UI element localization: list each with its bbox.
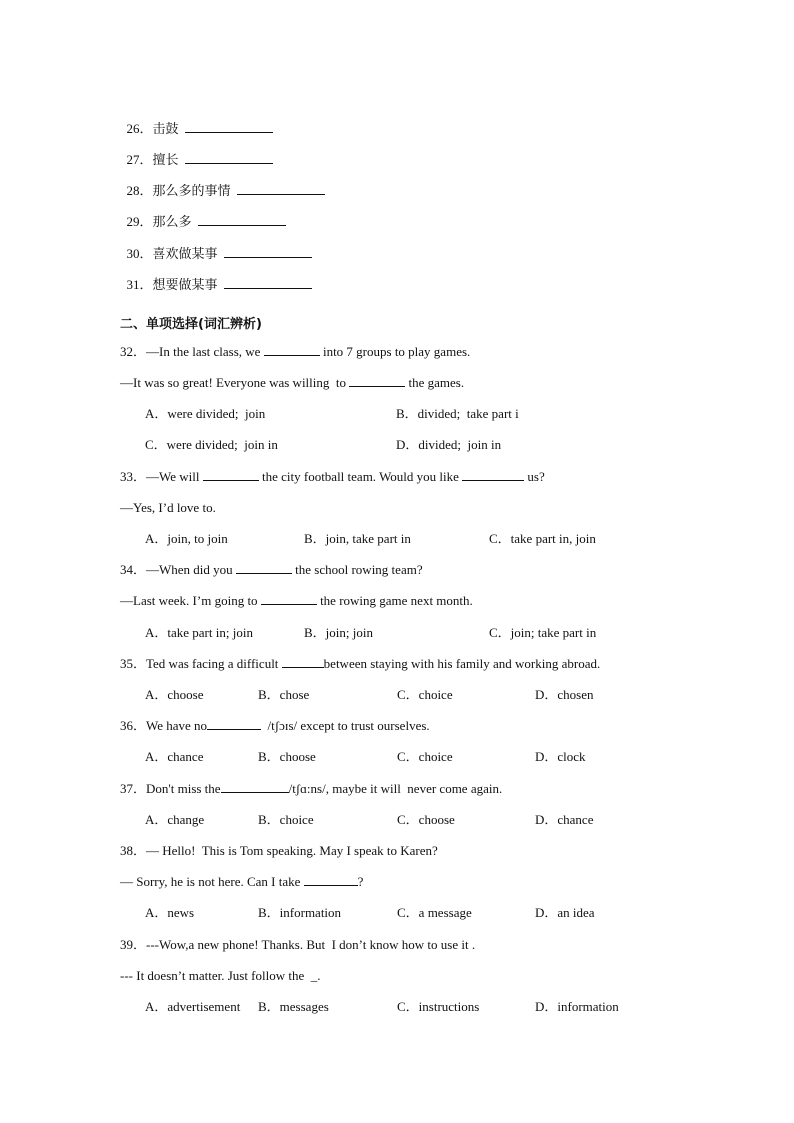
question-39-line-1: 39．---Wow,a new phone! Thanks. But I don’t know how to use it .	[120, 937, 476, 952]
question-text: the games.	[405, 375, 465, 390]
option-a[interactable]: A．choose	[145, 687, 204, 702]
item-number: 28．	[126, 183, 153, 198]
question-text: ?	[357, 874, 364, 889]
option-c[interactable]: C．were divided; join in	[145, 437, 278, 452]
option-a[interactable]: A．news	[145, 905, 195, 920]
question-text: into 7 groups to play games.	[319, 344, 471, 359]
answer-blank[interactable]	[237, 183, 325, 195]
question-36-line-1	[120, 718, 430, 734]
vocab-item-27	[120, 136, 273, 168]
question-39-line-2: --- It doesn’t matter. Just follow the _.	[120, 968, 321, 983]
question-text: 34．—When did you	[120, 562, 236, 577]
item-number: 29．	[126, 214, 153, 229]
item-text: 喜欢做某事	[152, 246, 218, 261]
answer-blank[interactable]	[224, 277, 312, 289]
answer-blank[interactable]	[203, 469, 259, 481]
question-34-line-1	[120, 562, 423, 578]
question-text: the rowing game next month.	[316, 593, 473, 608]
vocab-item-29	[120, 198, 286, 230]
item-number: 26．	[126, 121, 153, 136]
option-d[interactable]: D．information	[535, 999, 619, 1014]
question-text: the city football team. Would you like	[258, 469, 463, 484]
item-number: 31．	[126, 277, 153, 292]
item-text: 擅长	[152, 152, 179, 167]
question-35-line-1	[120, 656, 600, 672]
option-b[interactable]: B．divided; take part i	[396, 406, 519, 421]
answer-blank[interactable]	[224, 246, 312, 258]
option-a[interactable]: A．change	[145, 812, 205, 827]
option-a[interactable]: A．advertisement	[145, 999, 241, 1014]
question-33-line-1	[120, 469, 545, 485]
question-text: 32．—In the last class, we	[120, 344, 264, 359]
item-text: 击鼓	[152, 121, 179, 136]
question-text: 35．Ted was facing a difficult	[120, 656, 282, 671]
question-text: /tʃɔɪs/ except to trust ourselves.	[261, 718, 430, 733]
vocab-item-26	[120, 105, 273, 137]
item-text: 想要做某事	[152, 277, 218, 292]
item-text: 那么多	[152, 214, 192, 229]
option-b[interactable]: B．join, take part in	[304, 531, 411, 546]
question-text: 36．We have no	[120, 718, 208, 733]
option-d[interactable]: D．an idea	[535, 905, 595, 920]
question-38-line-2	[120, 874, 363, 890]
question-34-line-2	[120, 593, 473, 609]
option-c[interactable]: C．join; take part in	[489, 625, 597, 640]
item-text: 那么多的事情	[152, 183, 231, 198]
option-d[interactable]: D．clock	[535, 749, 586, 764]
question-text: the school rowing team?	[291, 562, 423, 577]
question-text: — Sorry, he is not here. Can I take	[120, 874, 304, 889]
answer-blank[interactable]	[264, 344, 320, 356]
question-text: us?	[524, 469, 545, 484]
vocab-item-28	[120, 167, 325, 199]
answer-blank[interactable]	[282, 656, 324, 668]
answer-blank[interactable]	[198, 214, 286, 226]
option-c[interactable]: C．choice	[397, 749, 453, 764]
question-38-line-1: 38．— Hello! This is Tom speaking. May I speak to Karen?	[120, 843, 438, 858]
option-c[interactable]: C．a message	[397, 905, 472, 920]
answer-blank[interactable]	[261, 593, 317, 605]
option-a[interactable]: A．were divided; join	[145, 406, 266, 421]
answer-blank[interactable]	[221, 781, 289, 793]
answer-blank[interactable]	[185, 121, 273, 133]
item-number: 27．	[126, 152, 153, 167]
option-c[interactable]: C．instructions	[397, 999, 480, 1014]
question-text: /tʃɑ:ns/, maybe it will never come again.	[288, 781, 503, 796]
question-37-line-1	[120, 781, 502, 797]
answer-blank[interactable]	[236, 562, 292, 574]
section-title: 二、单项选择(词汇辨析)	[120, 317, 262, 332]
question-text: —It was so great! Everyone was willing to	[120, 375, 350, 390]
question-text: between staying with his family and working abroad.	[323, 656, 601, 671]
answer-blank[interactable]	[207, 718, 261, 730]
option-d[interactable]: D．divided; join in	[396, 437, 502, 452]
option-a[interactable]: A．join, to join	[145, 531, 228, 546]
option-a[interactable]: A．take part in; join	[145, 625, 253, 640]
option-a[interactable]: A．chance	[145, 749, 204, 764]
option-b[interactable]: B．choice	[258, 812, 314, 827]
option-d[interactable]: D．chance	[535, 812, 594, 827]
question-text: 37．Don't miss the	[120, 781, 221, 796]
option-c[interactable]: C．choose	[397, 812, 455, 827]
vocab-item-31	[120, 261, 312, 293]
vocab-item-30	[120, 230, 312, 262]
question-33-line-2: —Yes, I’d love to.	[120, 500, 216, 515]
option-b[interactable]: B．join; join	[304, 625, 373, 640]
option-b[interactable]: B．chose	[258, 687, 310, 702]
option-b[interactable]: B．choose	[258, 749, 316, 764]
answer-blank[interactable]	[185, 152, 273, 164]
option-c[interactable]: C．choice	[397, 687, 453, 702]
question-text: —Last week. I’m going to	[120, 593, 261, 608]
option-d[interactable]: D．chosen	[535, 687, 594, 702]
option-b[interactable]: B．information	[258, 905, 342, 920]
question-text: 33．—We will	[120, 469, 203, 484]
answer-blank[interactable]	[304, 874, 358, 886]
option-c[interactable]: C．take part in, join	[489, 531, 596, 546]
question-32-line-2	[120, 375, 464, 391]
answer-blank[interactable]	[349, 375, 405, 387]
item-number: 30．	[126, 246, 153, 261]
answer-blank[interactable]	[462, 469, 524, 481]
option-b[interactable]: B．messages	[258, 999, 329, 1014]
question-32-line-1	[120, 344, 470, 360]
